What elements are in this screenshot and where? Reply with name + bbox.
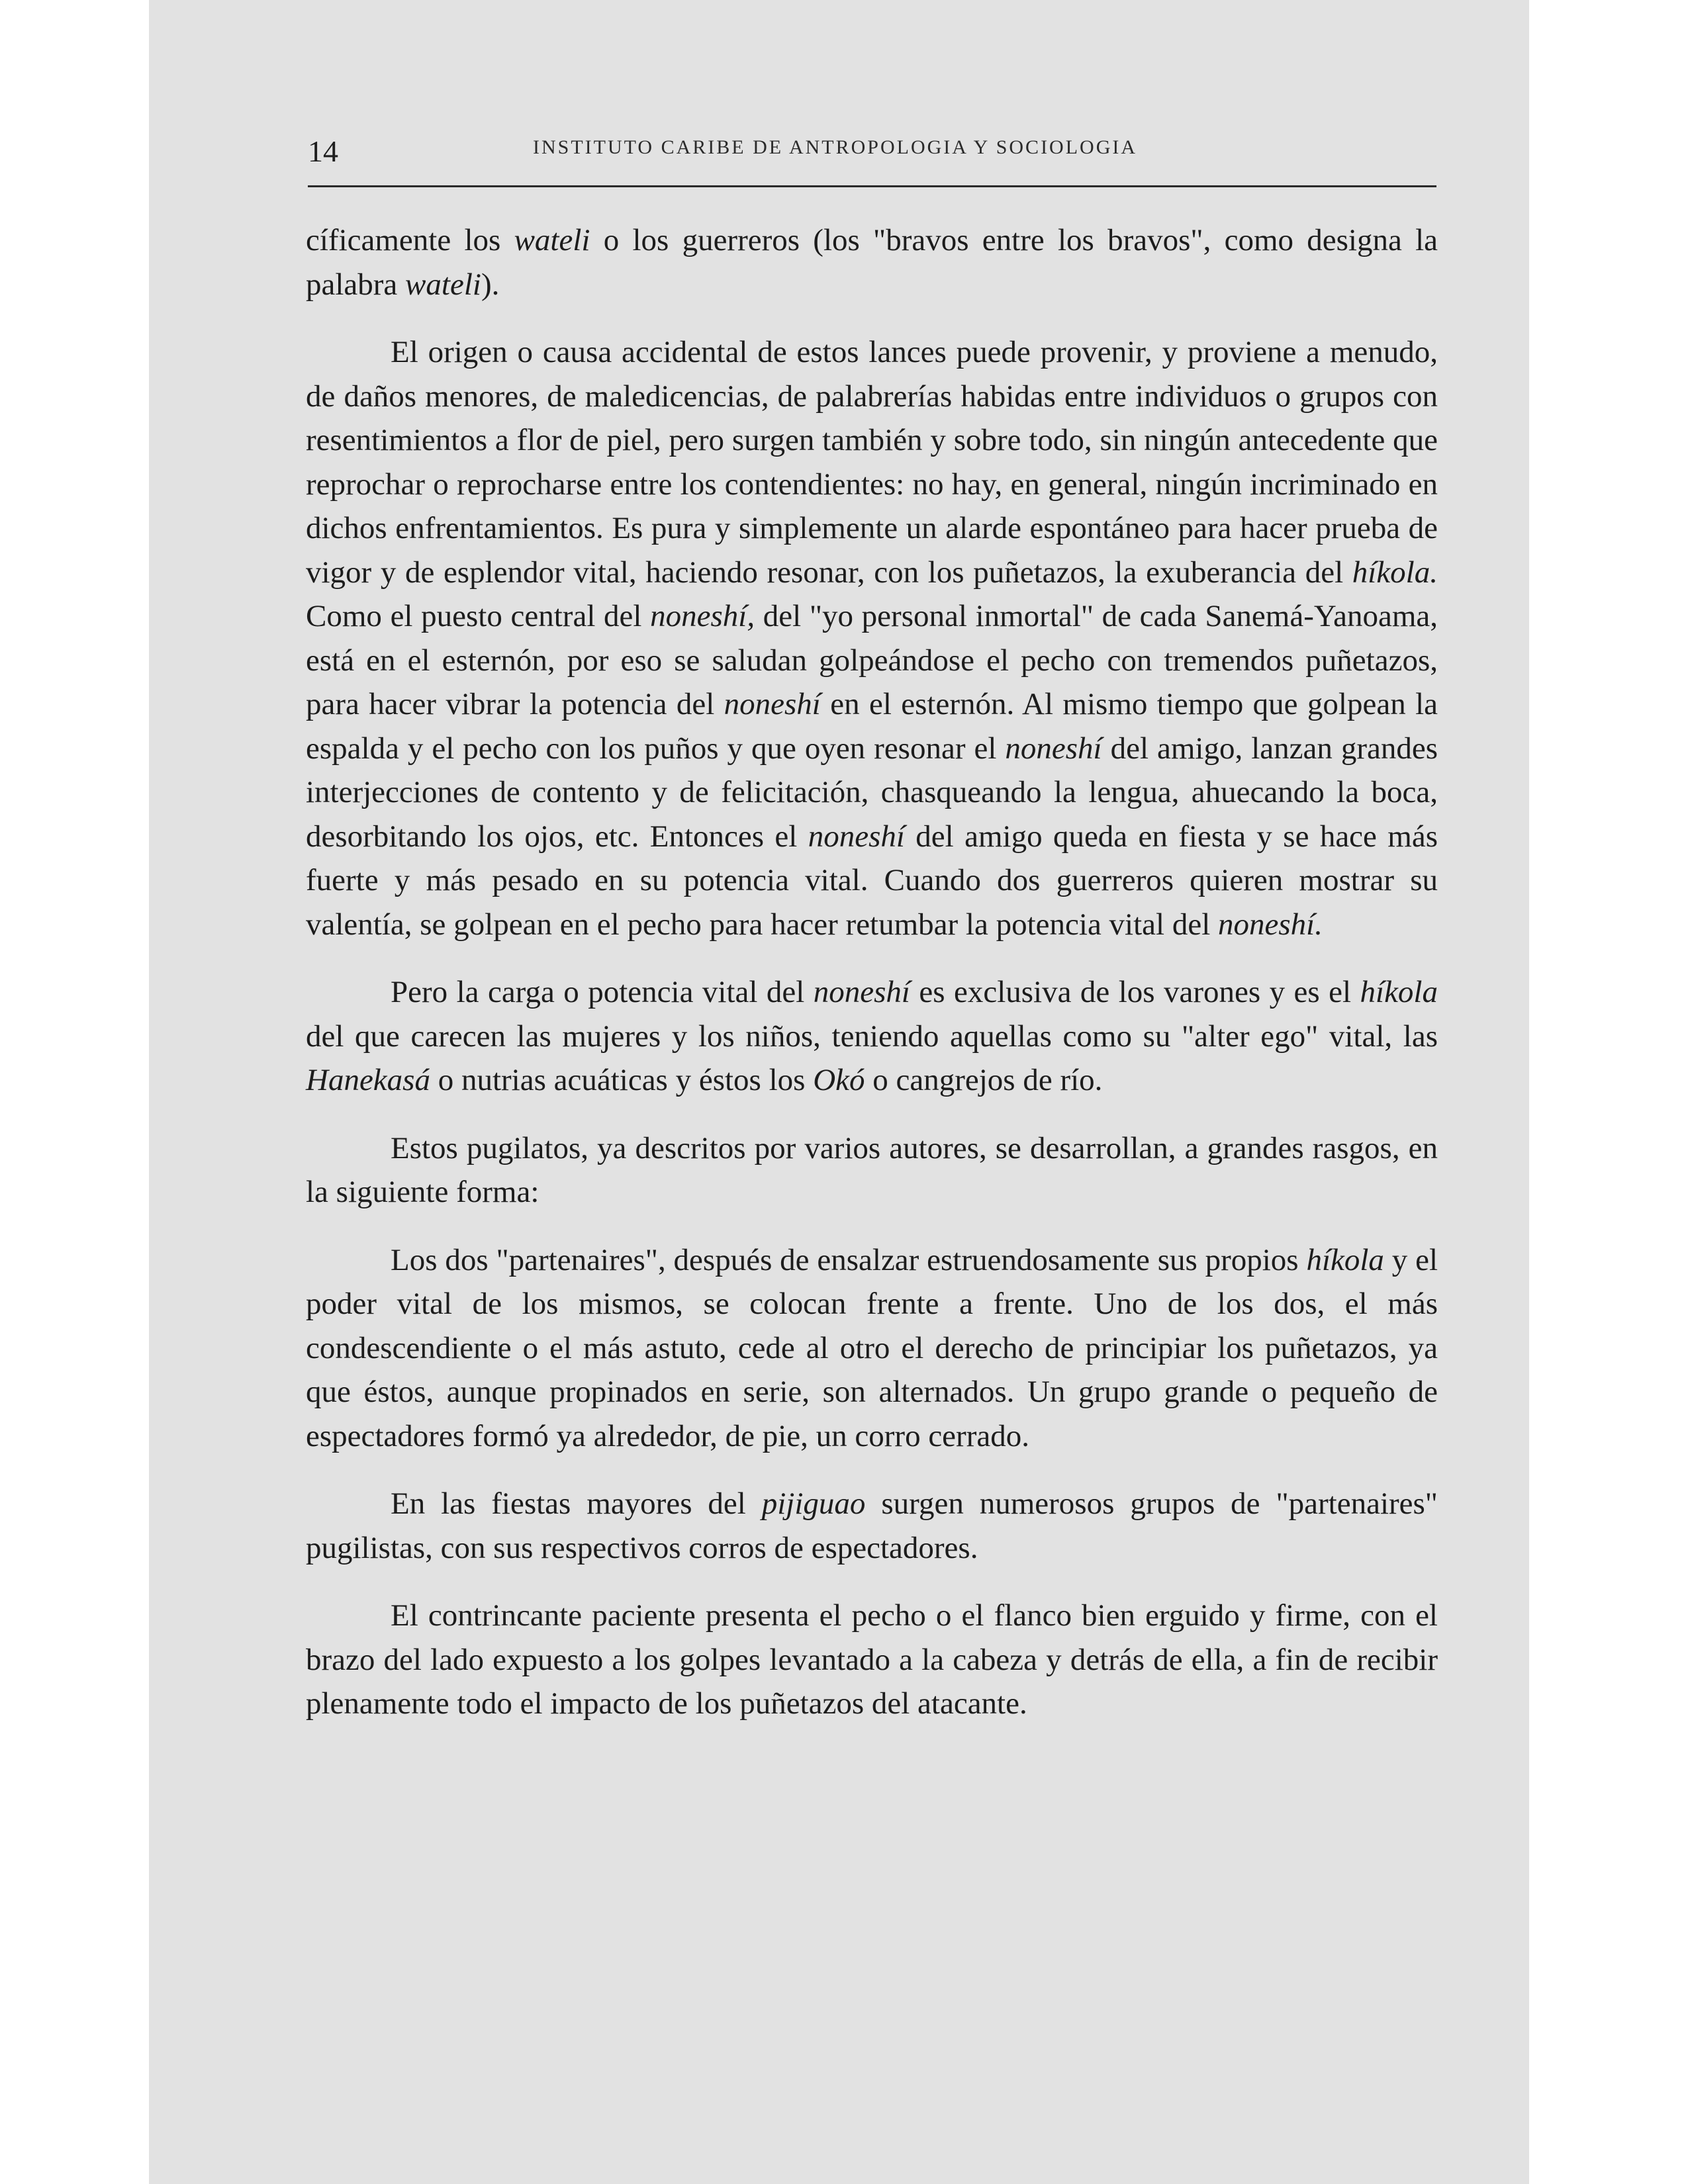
text-segment: o los guerreros (los "bravos entre los bravos", como designa la palabra — [306, 223, 1438, 302]
text-segment: En las fiestas mayores del — [391, 1486, 762, 1521]
page-number: 14 — [308, 134, 338, 168]
italic-term: híkola. — [1352, 555, 1438, 590]
italic-term: híkola — [1360, 975, 1438, 1009]
italic-term: híkola — [1306, 1242, 1384, 1277]
text-segment: El origen o causa accidental de estos lances puede provenir, y proviene a menudo, de daños menores, de maledicencias, de palabrerías habidas entre individuos o grupos con resentimientos a flor de piel, pero surgen también y sobre todo, sin ningún antecedente que reprochar o reprocharse entre los contendientes: no hay, en general, ningún incriminado en dichos enfrentamientos. Es pura y simplemente un alarde espontáneo para hacer prueba de vigor y de esplendor vital, haciendo resonar, con los puñetazos, la exuberancia del — [306, 335, 1438, 590]
paragraph — [306, 970, 1438, 1103]
text-segment: surgen numerosos grupos de "partenaires" pugilistas, con sus respectivos corros de espectadores. — [306, 1486, 1438, 1565]
page-header — [308, 132, 1436, 187]
text-segment: en el esternón. Al mismo tiempo que golpean la espalda y el pecho con los puños y que oyen resonar el — [306, 687, 1438, 766]
paragraph — [306, 1126, 1438, 1214]
paragraph — [306, 1594, 1438, 1726]
italic-term: noneshí, — [650, 599, 755, 633]
italic-term: wateli — [405, 267, 481, 302]
text-segment: es exclusiva de los varones y es el — [910, 975, 1360, 1009]
paragraph — [306, 218, 1438, 306]
italic-term: wateli — [514, 223, 590, 257]
text-segment: cíficamente los — [306, 223, 514, 257]
italic-term: noneshí. — [1218, 907, 1323, 942]
running-head: INSTITUTO CARIBE DE ANTROPOLOGIA Y SOCIOLOGIA — [533, 136, 1138, 158]
text-segment: o cangrejos de río. — [865, 1063, 1103, 1097]
italic-term: noneshí — [724, 687, 821, 721]
scan-margin-left — [0, 0, 149, 2184]
paragraph — [306, 330, 1438, 946]
text-segment: Como el puesto central del — [306, 599, 651, 633]
text-segment: ). — [481, 267, 500, 302]
italic-term: noneshí — [808, 819, 905, 854]
scan-margin-right — [1529, 0, 1688, 2184]
italic-term: pijiguao — [761, 1486, 866, 1521]
text-segment: Pero la carga o potencia vital del — [391, 975, 814, 1009]
italic-term: noneshí — [1005, 731, 1102, 766]
paragraph — [306, 1482, 1438, 1570]
text-segment: Estos pugilatos, ya descritos por varios autores, se desarrollan, a grandes rasgos, en la siguiente forma: — [306, 1130, 1438, 1209]
italic-term: noneshí — [813, 975, 910, 1009]
paragraph — [306, 1238, 1438, 1459]
text-segment: del que carecen las mujeres y los niños, teniendo aquellas como su "alter ego" vital, las — [306, 1019, 1438, 1054]
text-segment: y el poder vital de los mismos, se colocan frente a frente. Uno de los dos, el más condescendiente o el más astuto, cede al otro el derecho de principiar los puñetazos, ya que éstos, aunque propinados en serie, son alternados. Un grupo grande o pequeño de espectadores formó ya alrededor, de pie, un corro cerrado. — [306, 1242, 1438, 1453]
text-segment: del amigo, lanzan grandes interjecciones de contento y de felicitación, chasqueando la lengua, ahuecando la boca, desorbitando los ojos, etc. Entonces el — [306, 731, 1438, 854]
text-segment: del "yo personal inmortal" de cada Sanemá-Yanoama, está en el esternón, por eso se saludan golpeándose el pecho con tremendos puñetazos, para hacer vibrar la potencia del — [306, 599, 1438, 721]
text-segment: Los dos "partenaires", después de ensalzar estruendosamente sus propios — [391, 1242, 1307, 1277]
text-segment: del amigo queda en fiesta y se hace más fuerte y más pesado en su potencia vital. Cuando dos guerreros quieren mostrar su valentía, se golpean en el pecho para hacer retumbar la potencia vital del — [306, 819, 1438, 942]
italic-term: Okó — [813, 1063, 865, 1097]
text-segment: o nutrias acuáticas y éstos los — [430, 1063, 814, 1097]
text-segment: El contrincante paciente presenta el pecho o el flanco bien erguido y firme, con el brazo del lado expuesto a los golpes levantado a la cabeza y detrás de ella, a fin de recibir plenamente todo el impacto de los puñetazos del atacante. — [306, 1598, 1438, 1721]
italic-term: Hanekasá — [306, 1063, 430, 1097]
body-text — [306, 218, 1438, 1750]
